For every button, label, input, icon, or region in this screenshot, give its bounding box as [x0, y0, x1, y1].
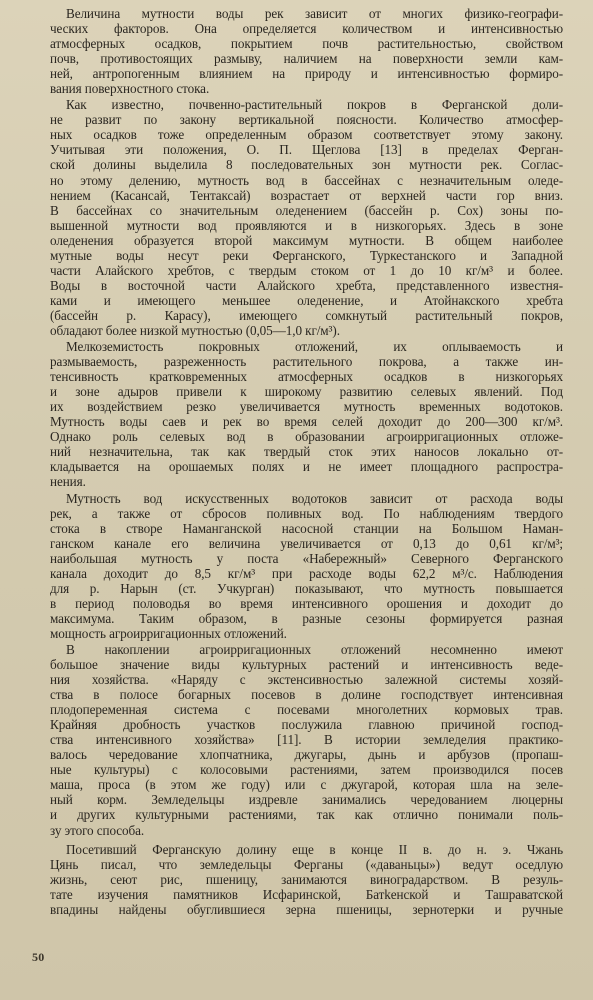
text-line: (бассейн р. Карасу), имеющего сомкнутый растительный покров,: [50, 307, 563, 323]
text-line: маша, проса (в этом же году) или с джугарой, которая шла на зеле-: [50, 777, 563, 793]
text-line: обладают более низкой мутностью (0,05—1,0 кг/м³).: [50, 322, 340, 338]
text-line: ней, антропогенным влиянием на природу и интенсивностью формиро-: [50, 66, 563, 82]
text-line: в период половодья во время интенсивного орошения и доходит до: [50, 595, 563, 611]
text-line: ных осадков тоже определенным образом соответствует этому закону.: [50, 127, 563, 143]
text-line: впадины найдены обуглившиеся зерна пшеницы, зернотерки и ручные: [50, 901, 563, 917]
paragraph-2: [50, 97, 563, 338]
text-line: ния хозяйства. «Наряду с экстенсивностью залежной системы хозяй-: [50, 672, 563, 688]
text-line: кладывается на орошаемых полях и не имеет площадного распростра-: [50, 459, 563, 475]
text-line: и зоне адыров привели к широкому развитию селевых явлений. Под: [50, 384, 563, 400]
text-line: и других культурными растениями, так как отлично понимали поль-: [50, 807, 563, 823]
text-line: вышенной мутности вод проявляются и в низкогорьях. Здесь в зоне: [50, 217, 563, 233]
paragraph-4: [50, 491, 563, 641]
text-line: В накоплении агроирригационных отложений несомненно имеют: [66, 641, 563, 657]
text-line: ный корм. Земледельцы издревле занимались чередованием люцерны: [50, 792, 563, 808]
text-line: нением (Касансай, Тентаксай) возрастает от верхней части гор вниз.: [50, 187, 563, 203]
paragraph-1: [50, 6, 563, 96]
text-line: части Алайского хребтов, с твердым стоком от 1 до 10 кг/м³ и более.: [50, 262, 563, 278]
text-line: В бассейнах со значительным оледенением (бассейн р. Сох) зоны по-: [50, 202, 563, 218]
text-line: зу этого способа.: [50, 822, 145, 838]
text-line: оледенения образуется второй максимум мутности. В общем наиболее: [50, 232, 563, 248]
page-number: 50: [32, 950, 45, 964]
paragraph-3: [50, 339, 563, 489]
text-line: ческих факторов. Она определяется количеством и интенсивностью: [50, 21, 563, 37]
text-line: канала доходит до 8,5 кг/м³ при расходе воды 62,2 м³/с. Наблюдения: [50, 565, 563, 581]
text-line: но этому делению, мутность вод в бассейнах с незначительным оледе-: [50, 172, 563, 188]
text-line: Мутность вод искусственных водотоков зависит от расхода воды: [66, 490, 563, 506]
text-line: ками и имеющего меньшее оледенение, и Атойнакского хребта: [50, 292, 563, 308]
paragraph-6: [50, 842, 563, 917]
text-line: Величина мутности воды рек зависит от многих физико-географи-: [66, 6, 563, 21]
text-line: ные культуры) с колосовыми растениями, затем производился посев: [50, 762, 563, 778]
text-line: почв, противостоящих размыву, наличием на поверхности земли кам-: [50, 51, 563, 67]
page-text-block: [50, 6, 563, 946]
text-line: ства в полосе богарных посевов в долине господствует интенсивная: [50, 687, 563, 703]
text-line: Воды в восточной части Алайского хребта, представленного известня-: [50, 277, 563, 293]
text-line: большое значение виды культурных растений и интенсивность веде-: [50, 657, 563, 673]
paragraph-5: [50, 642, 563, 838]
text-line: мощность агроирригационных отложений.: [50, 625, 287, 641]
text-line: наибольшая мутность у поста «Набережный» Северного Ферганского: [50, 550, 563, 566]
text-line: Цянь писал, что земледельцы Ферганы («даваньцы») ведут оседлую: [50, 856, 563, 872]
text-line: тате изучения памятников Исфаринской, Батkенской и Ташраватской: [50, 886, 563, 902]
text-line: ний незначительна, так как твердый сток этих наносов локально от-: [50, 444, 563, 460]
text-line: Как известно, почвенно-растительный покров в Ферганской доли-: [66, 97, 563, 113]
text-line: Однако роль селевых вод в образовании агроирригационных отложе-: [50, 429, 563, 445]
text-line: нения.: [50, 474, 86, 490]
text-line: ства интенсивного хозяйства» [11]. В истории земледелия практико-: [50, 732, 563, 748]
text-line: Мелкоземистость покровных отложений, их оплываемость и: [66, 339, 563, 355]
text-line: их воздействием резко увеличивается мутность временных водотоков.: [50, 399, 563, 415]
text-line: максимума. Таким образом, в разные сезоны формируется разная: [50, 610, 563, 626]
text-line: валось чередование хлопчатника, джугары, дынь и арбузов (пропаш-: [50, 747, 563, 763]
text-line: плодопеременная система с посевами многолетних кормовых трав.: [50, 702, 563, 718]
text-line: жизнь, сеют рис, пшеницу, занимаются виноградарством. В резуль-: [50, 871, 563, 887]
text-line: атмосферных осадков, покрытием почв растительностью, свойством: [50, 36, 563, 52]
text-line: вания поверхностного стока.: [50, 81, 210, 97]
text-line: стока в створе Наманганской насосной станции на Большом Наман-: [50, 520, 563, 536]
text-line: мутные воды несут реки Ферганского, Туркестанского и Западной: [50, 247, 563, 263]
text-line: ганском канале его величина увеличивается от 0,13 до 0,61 кг/м³;: [50, 535, 563, 551]
text-line: тенсивность кратковременных атмосферных осадков в низкогорьях: [50, 369, 563, 385]
text-line: рек, а также от сбросов поливных вод. По наблюдениям твердого: [50, 505, 563, 521]
text-line: не развит по закону вертикальной поясности. Количество атмосфер-: [50, 112, 563, 128]
text-line: Крайняя дробность участков послужила главною причиной господ-: [50, 717, 563, 733]
text-line: для р. Нарын (ст. Учкурган) показывают, что мутность повышается: [50, 580, 563, 596]
text-line: размываемость, разреженность растительного покрова, а также ин-: [50, 354, 563, 370]
text-line: Посетивший Ферганскую долину еще в конце II в. до н. э. Чжань: [66, 841, 563, 857]
text-line: Мутность воды саев и рек во время селей доходит до 200—300 кг/м³.: [50, 414, 563, 430]
text-line: Учитывая эти положения, О. П. Щеглова [13] в пределах Ферган-: [50, 142, 563, 158]
text-line: ской долины выделила 8 последовательных зон мутности рек. Соглас-: [50, 157, 563, 173]
